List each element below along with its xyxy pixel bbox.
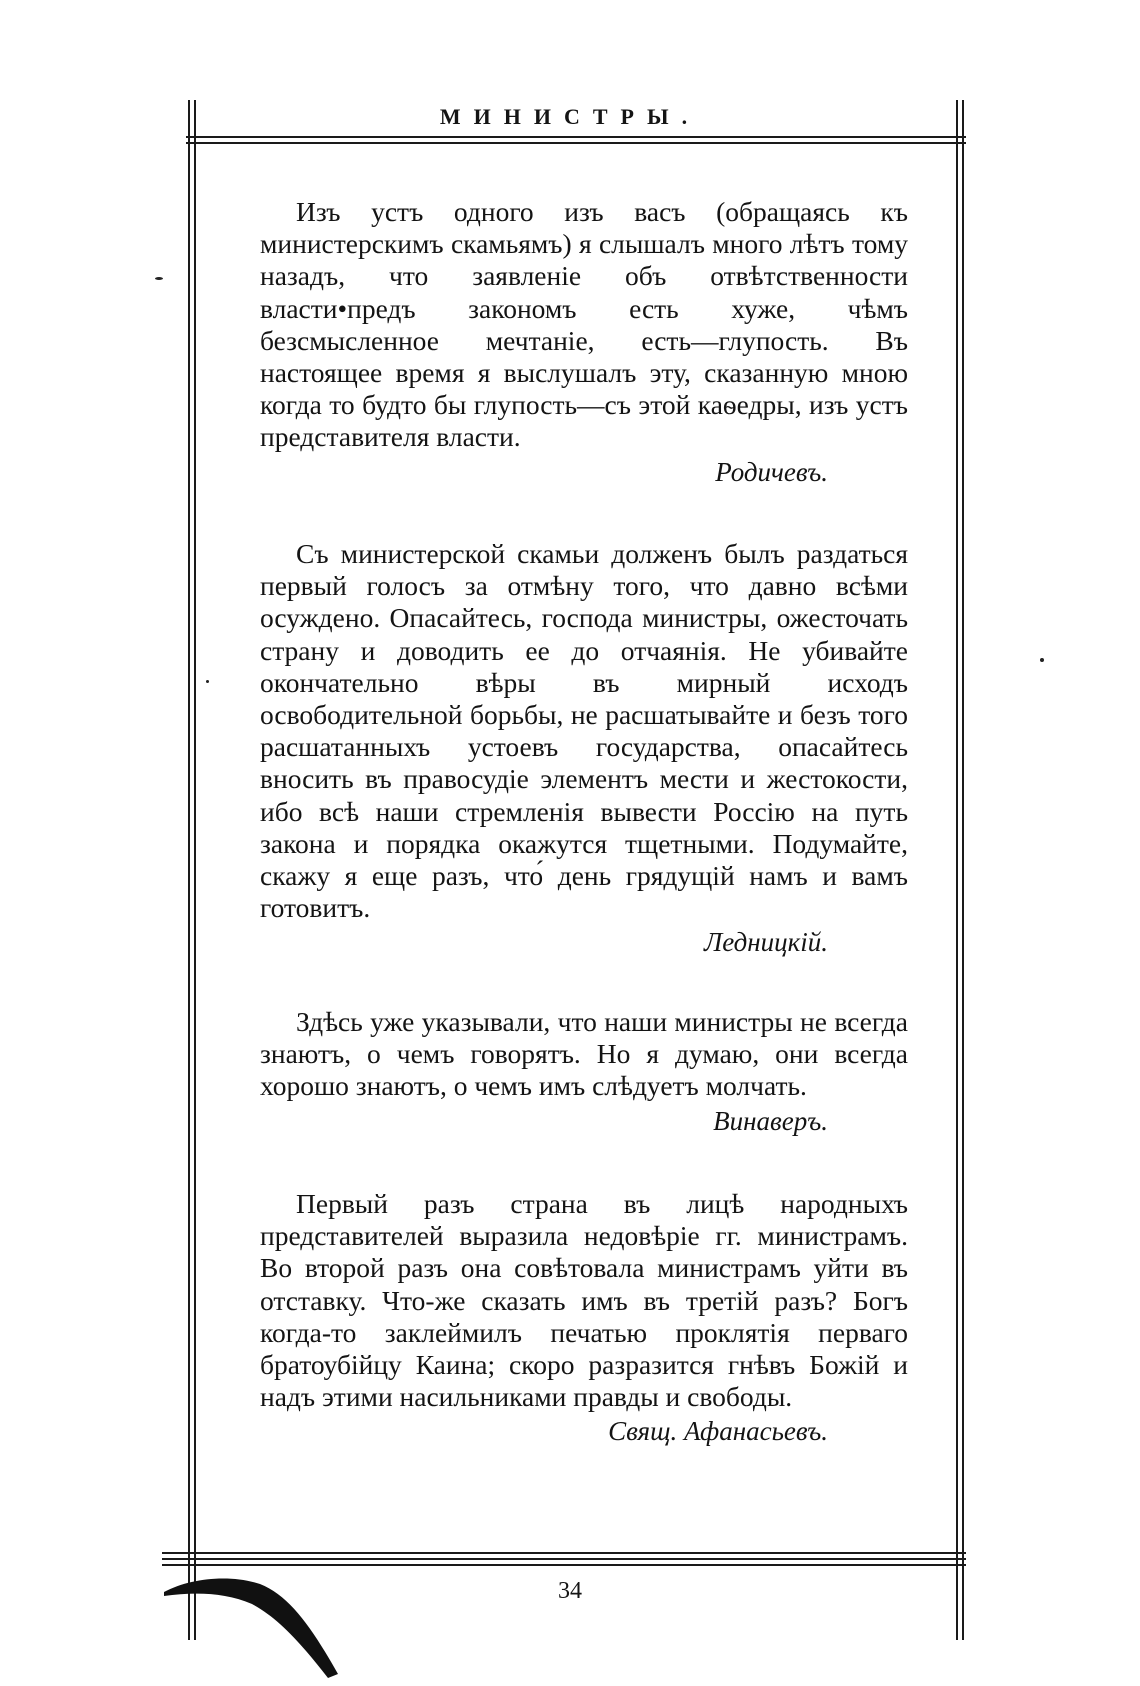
scan-speck xyxy=(206,680,209,683)
speech-text: Первый разъ страна въ лицѣ народныхъ представителей выразила недовѣріе гг. министрамъ. Во второй разъ она совѣтовала министрамъ уйти въ отставку. Что-же сказать имъ въ третій разъ? Богъ когда-то заклеймилъ печатью проклятія перваго братоубійцу Каина; скоро разразится гнѣвъ Божій и надъ этими насильниками правды и свободы. xyxy=(260,1188,908,1413)
frame-right-outer xyxy=(962,100,964,1640)
frame-left-inner xyxy=(194,100,196,1640)
speech-block xyxy=(260,196,908,488)
speaker-name: Винаверъ. xyxy=(713,1105,828,1136)
frame-left-outer xyxy=(188,100,190,1640)
speaker-name: Родичевъ. xyxy=(715,456,828,487)
speech-text: Съ министерской скамьи долженъ былъ раздаться первый голосъ за отмѣну того, что давно всѣми осуждено. Опасайтесь, господа министры, ожесточать страну и доводить ее до отчаянія. Не убивайте окончательно вѣры въ мирный исходъ освободительной борьбы, не расшатывайте и безъ того расшатанныхъ устоевъ государства, опасайтесь вносить въ правосудіе элементъ мести и жестокости, ибо всѣ наши стремленія вывести Россію на путь закона и порядка окажутся тщетными. Подумайте, скажу я еще разъ, что́ день грядущій намъ и вамъ готовитъ. xyxy=(260,538,908,924)
running-head: МИНИСТРЫ. xyxy=(439,104,701,129)
speech-block xyxy=(260,538,908,958)
bottom-rule-1 xyxy=(162,1552,966,1554)
bottom-rule-3 xyxy=(162,1564,966,1566)
speech-text: Изъ устъ одного изъ васъ (обращаясь къ министерскимъ скамьямъ) я слышалъ много лѣтъ тому назадъ, что заявленіе объ отвѣтственности власти•предъ закономъ есть хуже, чѣмъ безсмысленное мечтаніе, есть—глупость. Въ настоящее время я выслушалъ эту, сказанную мною когда то будто бы глупость—съ этой каѳедры, изъ устъ представителя власти. xyxy=(260,196,908,453)
speaker-name: Ледницкій. xyxy=(703,927,828,958)
bottom-rule-2 xyxy=(162,1558,966,1560)
speech-block xyxy=(260,1006,908,1137)
frame-right-inner xyxy=(956,100,958,1640)
speaker-name: Свящ. Афанасьевъ. xyxy=(608,1416,828,1447)
scan-speck xyxy=(1040,658,1044,662)
scan-smudge xyxy=(160,1570,350,1680)
top-rule-1 xyxy=(186,136,966,138)
top-rule-2 xyxy=(186,142,966,144)
page-number: 34 xyxy=(558,1578,582,1604)
speech-block xyxy=(260,1188,908,1447)
scan-speck xyxy=(155,277,163,280)
speech-text: Здѣсь уже указывали, что наши министры не всегда знаютъ, о чемъ говорятъ. Но я думаю, они всегда хорошо знаютъ, о чемъ имъ слѣдуетъ молчать. xyxy=(260,1006,908,1102)
